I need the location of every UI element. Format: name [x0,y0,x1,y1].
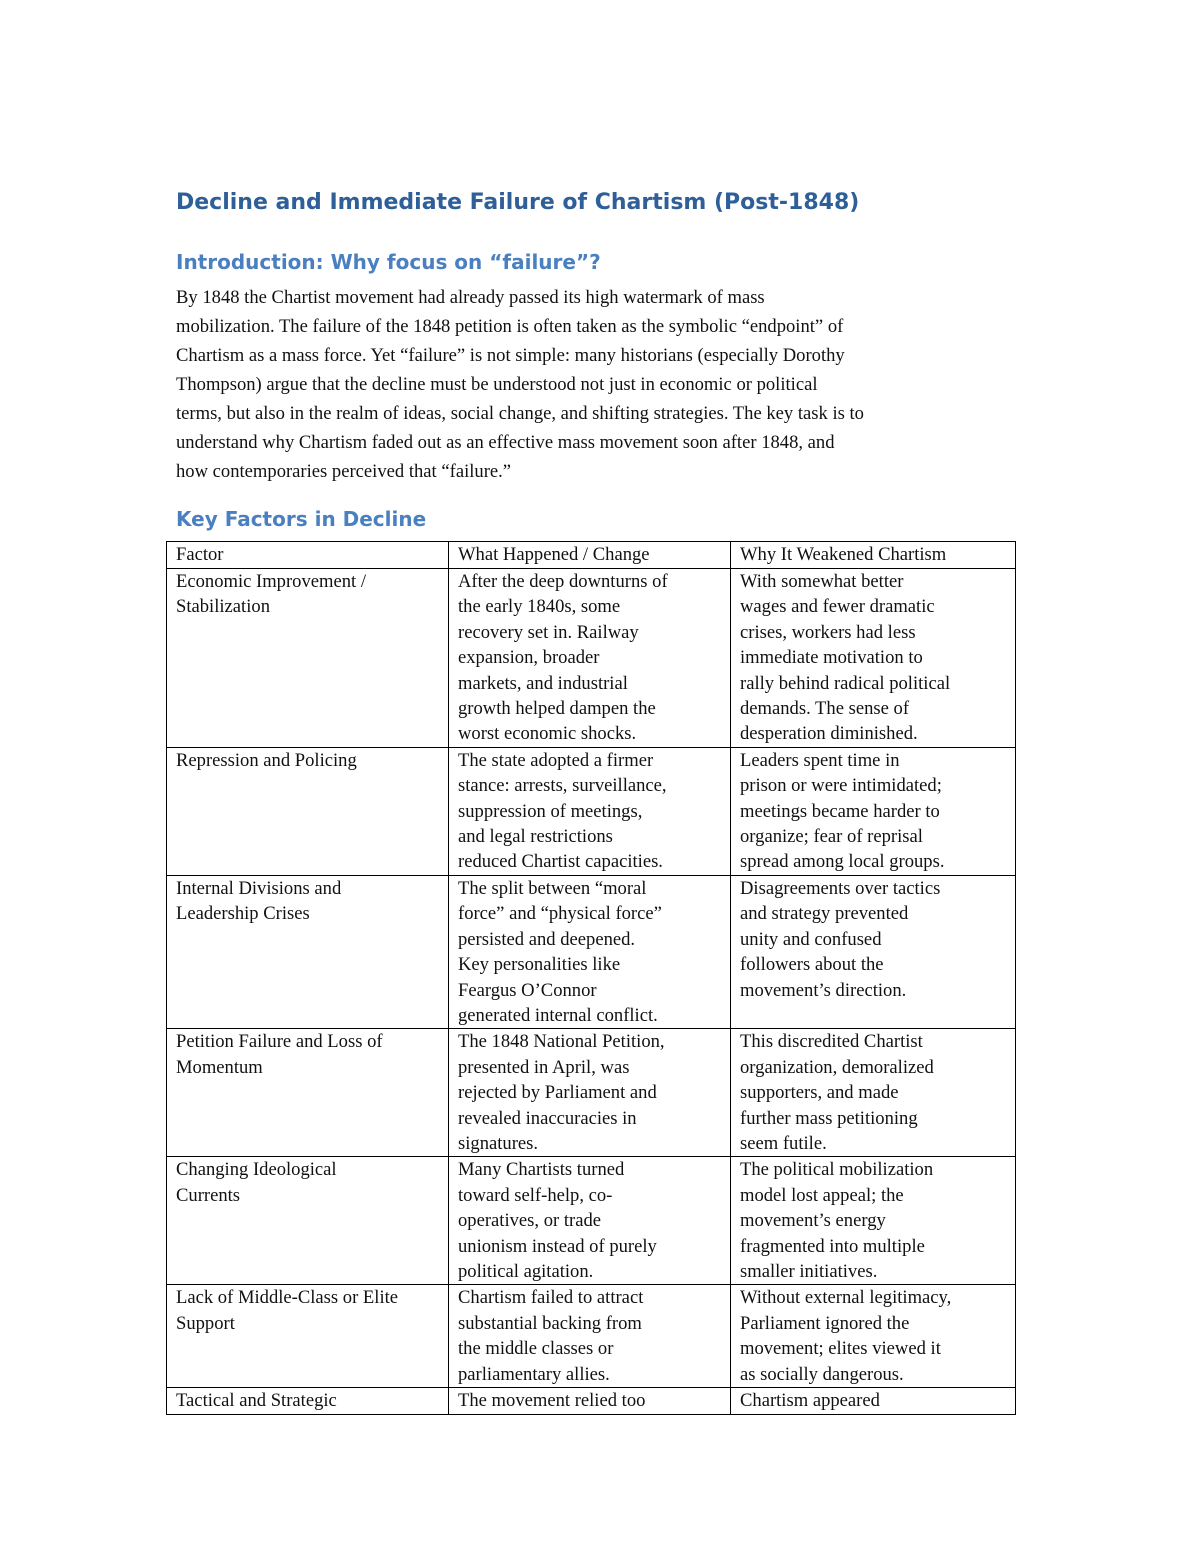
factor-cell [167,1029,449,1157]
happened-cell [449,1029,731,1157]
cell-line: Momentum [176,1056,263,1078]
cell-line: followers about the [740,954,884,976]
cell-line: wages and fewer dramatic [740,596,935,618]
happened-cell [449,747,731,875]
cell-line: This discredited Chartist [740,1031,923,1053]
cell-line: generated internal conflict. [458,1004,658,1026]
cell-line: operatives, or trade [458,1210,602,1232]
cell-line: signatures. [458,1132,539,1154]
cell-line: expansion, broader [458,647,600,669]
cell-line: unionism instead of purely [458,1235,657,1257]
cell-line: Support [176,1312,235,1334]
happened-cell [449,875,731,1028]
column-header-why-weakened: Why It Weakened Chartism [731,542,1016,569]
cell-line: the early 1840s, some [458,596,621,618]
cell-line: substantial backing from [458,1312,642,1334]
why-cell [731,875,1016,1028]
table-row [167,747,1016,875]
table-row [167,1157,1016,1285]
cell-line: The state adopted a firmer [458,749,654,771]
cell-line: immediate motivation to [740,647,923,669]
cell-line: persisted and deepened. [458,928,636,950]
cell-line: movement’s direction. [740,979,907,1001]
cell-line: Leaders spent time in [740,749,900,771]
cell-line: The political mobilization [740,1159,934,1181]
cell-line: meetings became harder to [740,800,940,822]
cell-line: After the deep downturns of [458,571,668,592]
cell-line: Without external legitimacy, [740,1287,952,1309]
intro-paragraph [176,283,1028,486]
cell-line: presented in April, was [458,1056,630,1078]
cell-line: Internal Divisions and [176,877,342,899]
factors-table [166,541,1016,1415]
cell-line: Currents [176,1184,241,1206]
factor-cell [167,875,449,1028]
table-row [167,875,1016,1028]
cell-line: political agitation. [458,1260,594,1282]
cell-line: Feargus O’Connor [458,979,597,1001]
why-cell [731,747,1016,875]
cell-line: revealed inaccuracies in [458,1107,637,1129]
table-row [167,1029,1016,1157]
cell-line: Many Chartists turned [458,1159,625,1181]
cell-line: parliamentary allies. [458,1363,610,1385]
cell-line: smaller initiatives. [740,1260,878,1282]
intro-line: Chartism as a mass force. Yet “failure” is not simple: many historians (especially Dorothy [176,345,845,366]
cell-line: unity and confused [740,928,882,950]
cell-line: Parliament ignored the [740,1312,910,1334]
cell-line: and legal restrictions [458,826,613,848]
cell-line: Changing Ideological [176,1159,337,1181]
intro-line: how contemporaries perceived that “failure.” [176,461,512,482]
cell-line: rejected by Parliament and [458,1082,657,1104]
cell-line: spread among local groups. [740,851,945,873]
cell-line: rally behind radical political [740,672,951,694]
cell-line: Petition Failure and Loss of [176,1031,383,1053]
cell-line: Key personalities like [458,954,621,976]
cell-line: seem futile. [740,1132,827,1154]
cell-line: Chartism failed to attract [458,1287,644,1309]
intro-line: terms, but also in the realm of ideas, social change, and shifting strategies. The key task is to [176,403,864,424]
intro-heading: Introduction: Why focus on “failure”? [176,250,601,274]
cell-line: Leadership Crises [176,903,310,925]
cell-line: organization, demoralized [740,1056,934,1078]
cell-line: The 1848 National Petition, [458,1031,665,1053]
factor-cell [167,1285,449,1388]
cell-line: reduced Chartist capacities. [458,851,663,873]
cell-line: and strategy prevented [740,903,909,925]
cell-line: Lack of Middle-Class or Elite [176,1287,399,1309]
cell-line: worst economic shocks. [458,723,637,745]
cell-line: toward self-help, co- [458,1184,613,1206]
why-cell [731,1157,1016,1285]
cell-line: Repression and Policing [176,749,357,771]
table-row [167,1285,1016,1388]
intro-line: understand why Chartism faded out as an effective mass movement soon after 1848, and [176,432,835,453]
factor-cell [167,1157,449,1285]
intro-line: Thompson) argue that the decline must be understood not just in economic or political [176,374,818,395]
column-header-what-happened: What Happened / Change [449,542,731,569]
cell-line: prison or were intimidated; [740,775,942,797]
factor-cell [167,569,449,748]
cell-line: Economic Improvement / [176,571,367,592]
cell-line: With somewhat better [740,571,904,592]
cell-line: supporters, and made [740,1082,899,1104]
cell-line: further mass petitioning [740,1107,918,1129]
why-cell [731,1285,1016,1388]
table-row [167,569,1016,748]
cell-line: Disagreements over tactics [740,877,941,899]
cell-line: the middle classes or [458,1338,614,1360]
intro-line: By 1848 the Chartist movement had already passed its high watermark of mass [176,287,765,308]
factor-cell [167,747,449,875]
happened-cell [449,1157,731,1285]
cell-line: The split between “moral [458,877,647,899]
cell-line: recovery set in. Railway [458,621,639,643]
cell-line: organize; fear of reprisal [740,826,923,848]
document-title: Decline and Immediate Failure of Chartism (Post-1848) [176,190,860,215]
cell-line: suppression of meetings, [458,800,643,822]
cell-line: stance: arrests, surveillance, [458,775,667,797]
cell-line: movement’s energy [740,1210,886,1232]
cell-line: desperation diminished. [740,723,918,745]
cell-line: markets, and industrial [458,672,628,694]
cell-line: Stabilization [176,596,270,618]
table-row [167,1388,1016,1415]
column-header-factor: Factor [167,542,449,569]
cell-line: demands. The sense of [740,698,910,720]
happened-cell [449,1388,731,1415]
cell-line: Chartism appeared [740,1390,880,1411]
cell-line: model lost appeal; the [740,1184,904,1206]
cell-line: growth helped dampen the [458,698,656,720]
cell-line: movement; elites viewed it [740,1338,941,1360]
factors-heading: Key Factors in Decline [176,507,427,531]
cell-line: crises, workers had less [740,621,916,643]
table-header-row [167,542,1016,569]
cell-line: fragmented into multiple [740,1235,925,1257]
factor-cell [167,1388,449,1415]
happened-cell [449,1285,731,1388]
cell-line: Tactical and Strategic [176,1390,337,1411]
why-cell [731,1388,1016,1415]
why-cell [731,1029,1016,1157]
intro-line: mobilization. The failure of the 1848 petition is often taken as the symbolic “endpoint” of [176,316,844,337]
cell-line: as socially dangerous. [740,1363,904,1385]
cell-line: The movement relied too [458,1390,646,1411]
cell-line: force” and “physical force” [458,903,662,925]
happened-cell [449,569,731,748]
why-cell [731,569,1016,748]
